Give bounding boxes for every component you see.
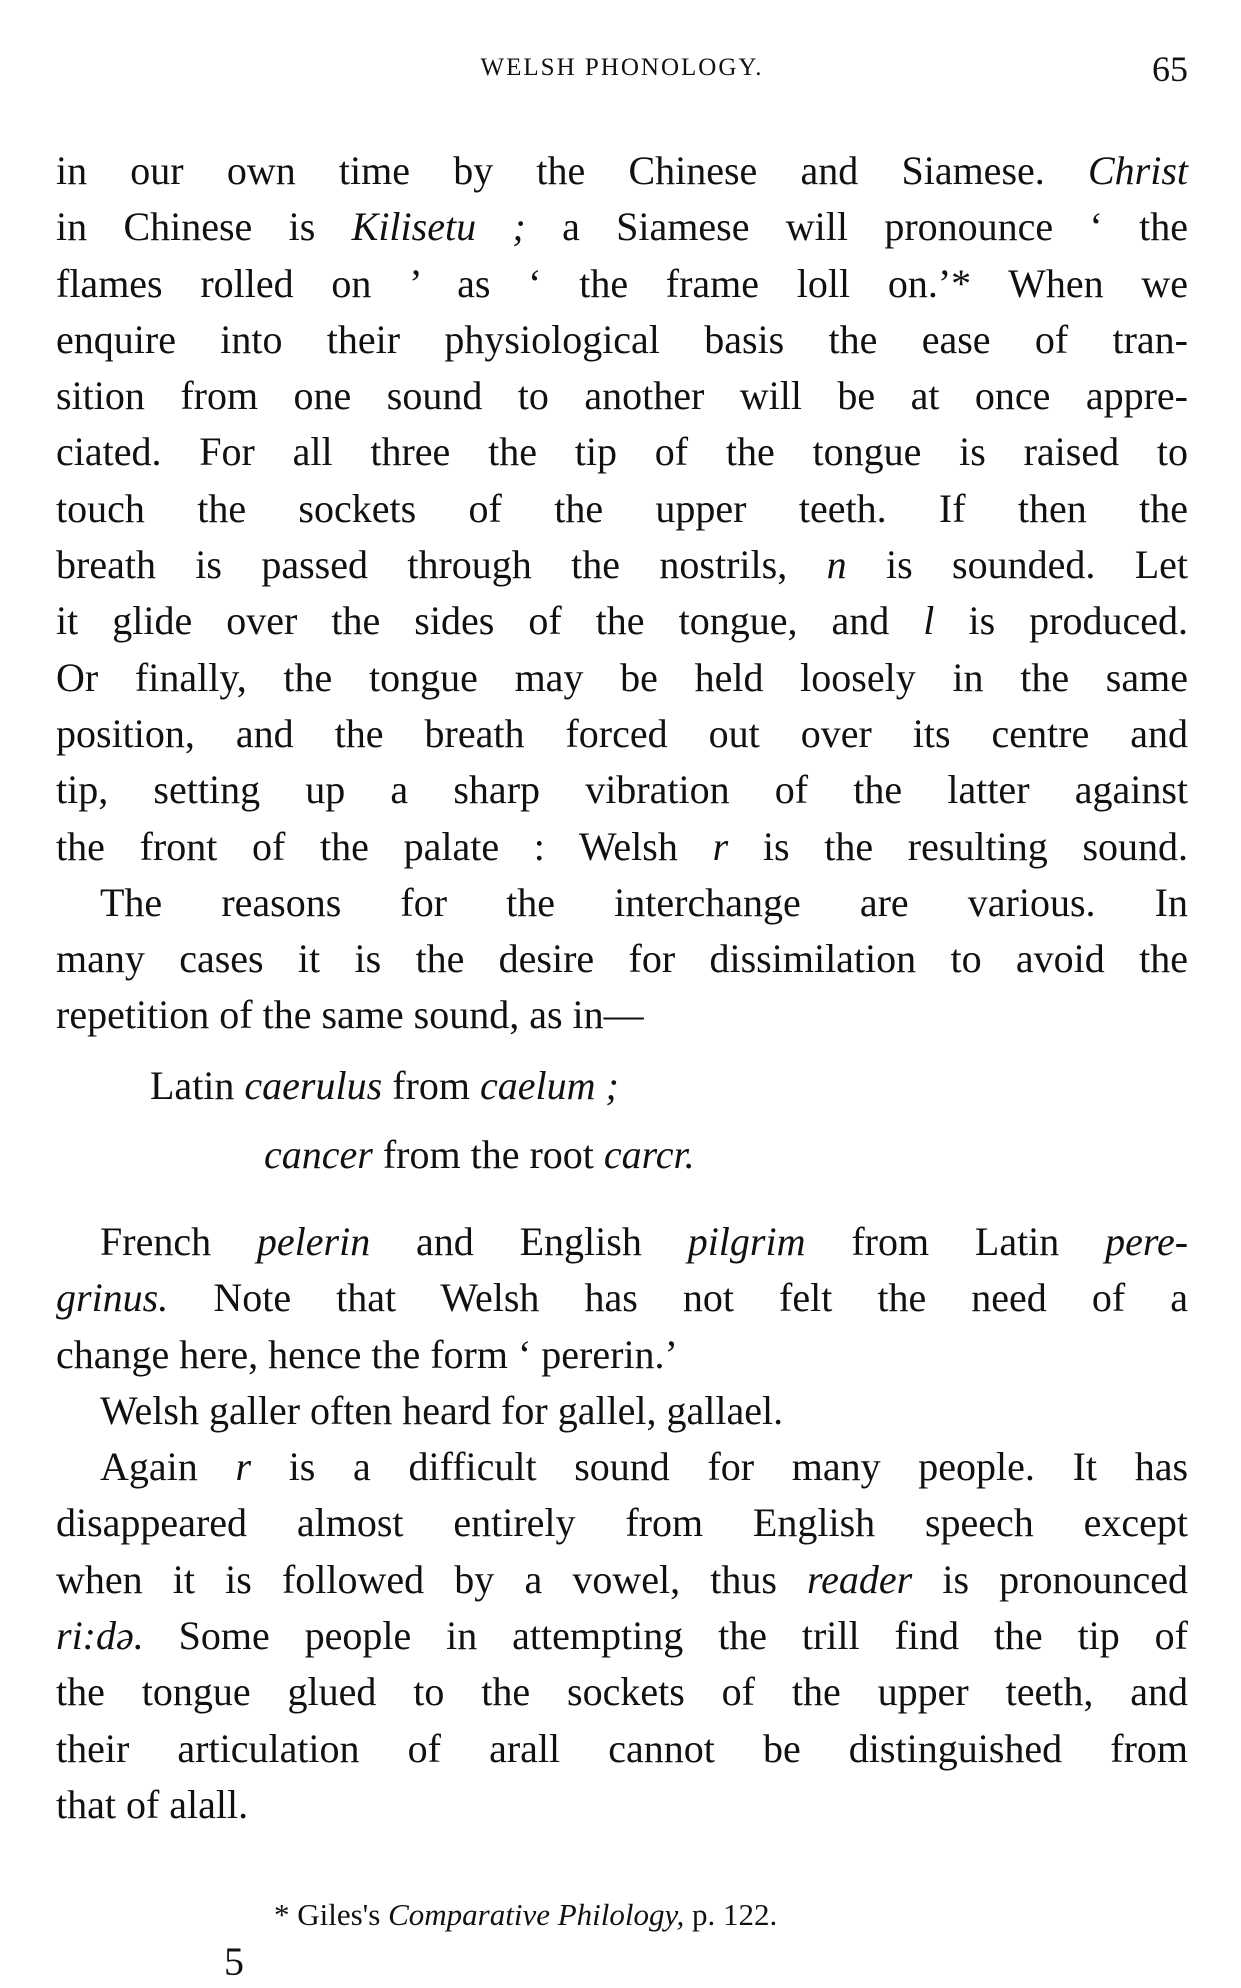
page-number: 65	[1152, 49, 1188, 89]
text-line: in our own time by the Chinese and Siamese. Christ	[56, 148, 1189, 193]
example-line: cancer from the root carcr.	[264, 1132, 695, 1177]
text-line: in Chinese is Kilisetu ; a Siamese will pronounce ‘ the	[56, 204, 1188, 250]
text-line: disappeared almost entirely from English speech except	[56, 1500, 1188, 1546]
text-line: breath is passed through the nostrils, n is sounded. Let	[56, 542, 1189, 588]
text-line: repetition of the same sound, as in—	[56, 992, 644, 1038]
main-text-upper	[56, 143, 1188, 1044]
text-line: tip, setting up a sharp vibration of the latter against	[56, 767, 1188, 813]
text-line: flames rolled on ’ as ‘ the frame loll on.’* When we	[56, 260, 1188, 306]
text-line: that of alall.	[56, 1781, 249, 1827]
footnote: * Giles's Comparative Philology, p. 122.	[274, 1897, 778, 1932]
text-line: The reasons for the interchange are various. In	[100, 879, 1188, 925]
text-line: ciated. For all three the tip of the tongue is raised to	[56, 429, 1188, 475]
text-line: sition from one sound to another will be at once appre-	[56, 373, 1188, 419]
text-line: the front of the palate : Welsh r is the resulting sound.	[56, 823, 1189, 869]
text-line: grinus. Note that Welsh has not felt the need of a	[56, 1275, 1188, 1321]
text-line: touch the sockets of the upper teeth. If then the	[56, 485, 1188, 531]
text-line: the tongue glued to the sockets of the upper teeth, and	[56, 1669, 1188, 1715]
text-line: Or finally, the tongue may be held loosely in the same	[56, 654, 1188, 700]
text-line: ri:də. Some people in attempting the trill find the tip of	[56, 1613, 1188, 1659]
text-line: Welsh galler often heard for gallel, gallael.	[100, 1387, 784, 1433]
text-line: it glide over the sides of the tongue, and l is produced.	[56, 598, 1189, 644]
text-line: their articulation of arall cannot be distinguished from	[56, 1725, 1188, 1771]
main-text-lower	[56, 1214, 1188, 1833]
text-line: change here, hence the form ‘ pererin.’	[56, 1331, 678, 1377]
text-line: Again r is a difficult sound for many people. It has	[100, 1444, 1189, 1490]
text-line: enquire into their physiological basis the ease of tran-	[56, 316, 1188, 362]
text-line: position, and the breath forced out over its centre and	[56, 710, 1188, 756]
text-line: French pelerin and English pilgrim from Latin pere-	[100, 1219, 1189, 1264]
example-line: Latin caerulus from caelum ;	[150, 1063, 619, 1108]
page-header	[56, 48, 1188, 98]
text-line: when it is followed by a vowel, thus reader is pronounced	[56, 1556, 1188, 1602]
text-line: many cases it is the desire for dissimilation to avoid the	[56, 936, 1188, 982]
running-title: WELSH PHONOLOGY.	[480, 54, 764, 81]
signature-mark: 5	[224, 1942, 244, 1984]
